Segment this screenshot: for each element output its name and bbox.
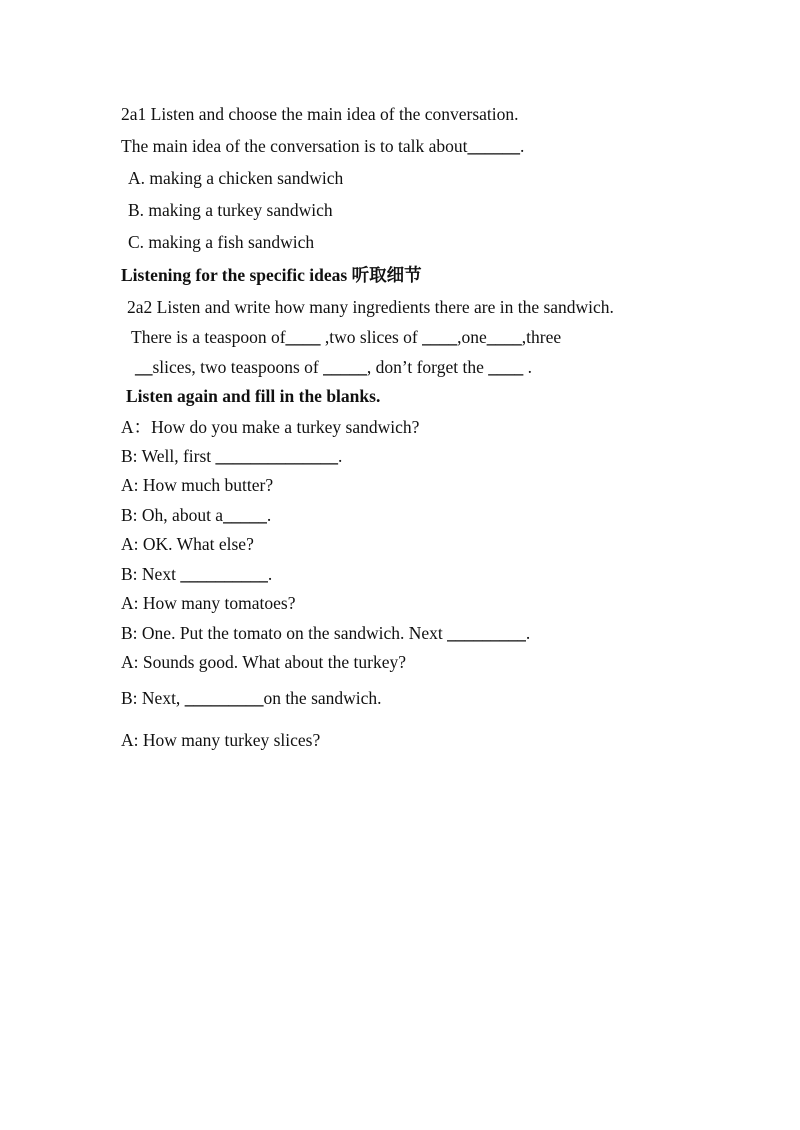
dialogue-text: B: Oh, about a — [121, 505, 224, 525]
question-stem-text: The main idea of the conversation is to talk about — [121, 136, 468, 156]
dialogue-line — [121, 533, 254, 555]
dialogue-text: A: OK. What else? — [121, 534, 254, 554]
dialogue-text: B: Next, — [121, 688, 185, 708]
dialogue-line — [121, 651, 406, 673]
answer-blank: ______________ — [215, 446, 339, 466]
dialogue-line — [121, 474, 273, 496]
ingredients-text-4: ,three — [521, 327, 562, 347]
specific-ideas-heading — [121, 264, 422, 287]
dialogue-text: A: How many turkey slices? — [121, 730, 321, 750]
answer-blank: _________ — [184, 688, 264, 708]
dialogue-text: B: Well, first — [121, 446, 216, 466]
ingredients-line-2 — [135, 356, 532, 378]
section-2a1-title: 2a1 Listen and choose the main idea of the conversation. — [121, 104, 519, 124]
dialogue-text: A: Sounds good. What about the turkey? — [121, 652, 406, 672]
dialogue-line — [121, 416, 419, 438]
dialogue-text: B: One. Put the tomato on the sandwich. Next — [121, 623, 448, 643]
ingredients-text-2: ,two slices of — [320, 327, 423, 347]
dialogue-line — [121, 445, 342, 467]
dialogue-line — [121, 729, 320, 751]
specific-ideas-heading-en: Listening for the specific ideas — [121, 265, 352, 285]
dialogue-line — [121, 687, 382, 709]
specific-ideas-heading-cn: 听取细节 — [351, 266, 422, 286]
dialogue-line — [121, 563, 272, 585]
dialogue-line — [121, 622, 530, 644]
ingredients-text-1: There is a teaspoon of — [131, 327, 286, 347]
answer-blank: _________ — [447, 623, 526, 643]
answer-blank: ____ — [285, 327, 321, 347]
answer-blank: _____ — [223, 505, 267, 525]
ingredients-text-7: . — [523, 357, 532, 377]
answer-blank: ____ — [486, 327, 522, 347]
ingredients-text-5: slices, two teaspoons of — [152, 357, 324, 377]
answer-blank: ____ — [488, 357, 524, 377]
dialogue-text: A：How do you make a turkey sandwich? — [121, 417, 420, 437]
dialogue-text-end: . — [338, 446, 343, 466]
ingredients-text-6: , don’t forget the — [366, 357, 489, 377]
dialogue-text-end: on the sandwich. — [263, 688, 382, 708]
ingredients-line-1 — [131, 326, 561, 348]
answer-blank: __ — [135, 357, 153, 377]
dialogue-line — [121, 592, 295, 614]
dialogue-text-end: . — [525, 623, 531, 643]
answer-blank: __________ — [180, 564, 268, 584]
dialogue-text: B: Next — [121, 564, 181, 584]
dialogue-text-end: . — [266, 505, 272, 525]
fill-blanks-heading: Listen again and fill in the blanks. — [126, 386, 381, 406]
ingredients-text-3: ,one — [457, 327, 487, 347]
section-2a2-instruction: 2a2 Listen and write how many ingredients there are in the sandwich. — [127, 297, 614, 317]
option-a: A. making a chicken sandwich — [128, 168, 344, 188]
dialogue-line — [121, 504, 271, 526]
answer-blank: ______ — [467, 136, 520, 156]
answer-blank: _____ — [323, 357, 367, 377]
dialogue-text: A: How many tomatoes? — [121, 593, 296, 613]
option-b: B. making a turkey sandwich — [128, 200, 333, 220]
answer-blank: ____ — [422, 327, 458, 347]
dialogue-text: A: How much butter? — [121, 475, 274, 495]
dialogue-text-end: . — [267, 564, 273, 584]
option-c: C. making a fish sandwich — [128, 232, 315, 252]
question-stem-end: . — [520, 136, 525, 156]
main-idea-question — [121, 135, 524, 157]
